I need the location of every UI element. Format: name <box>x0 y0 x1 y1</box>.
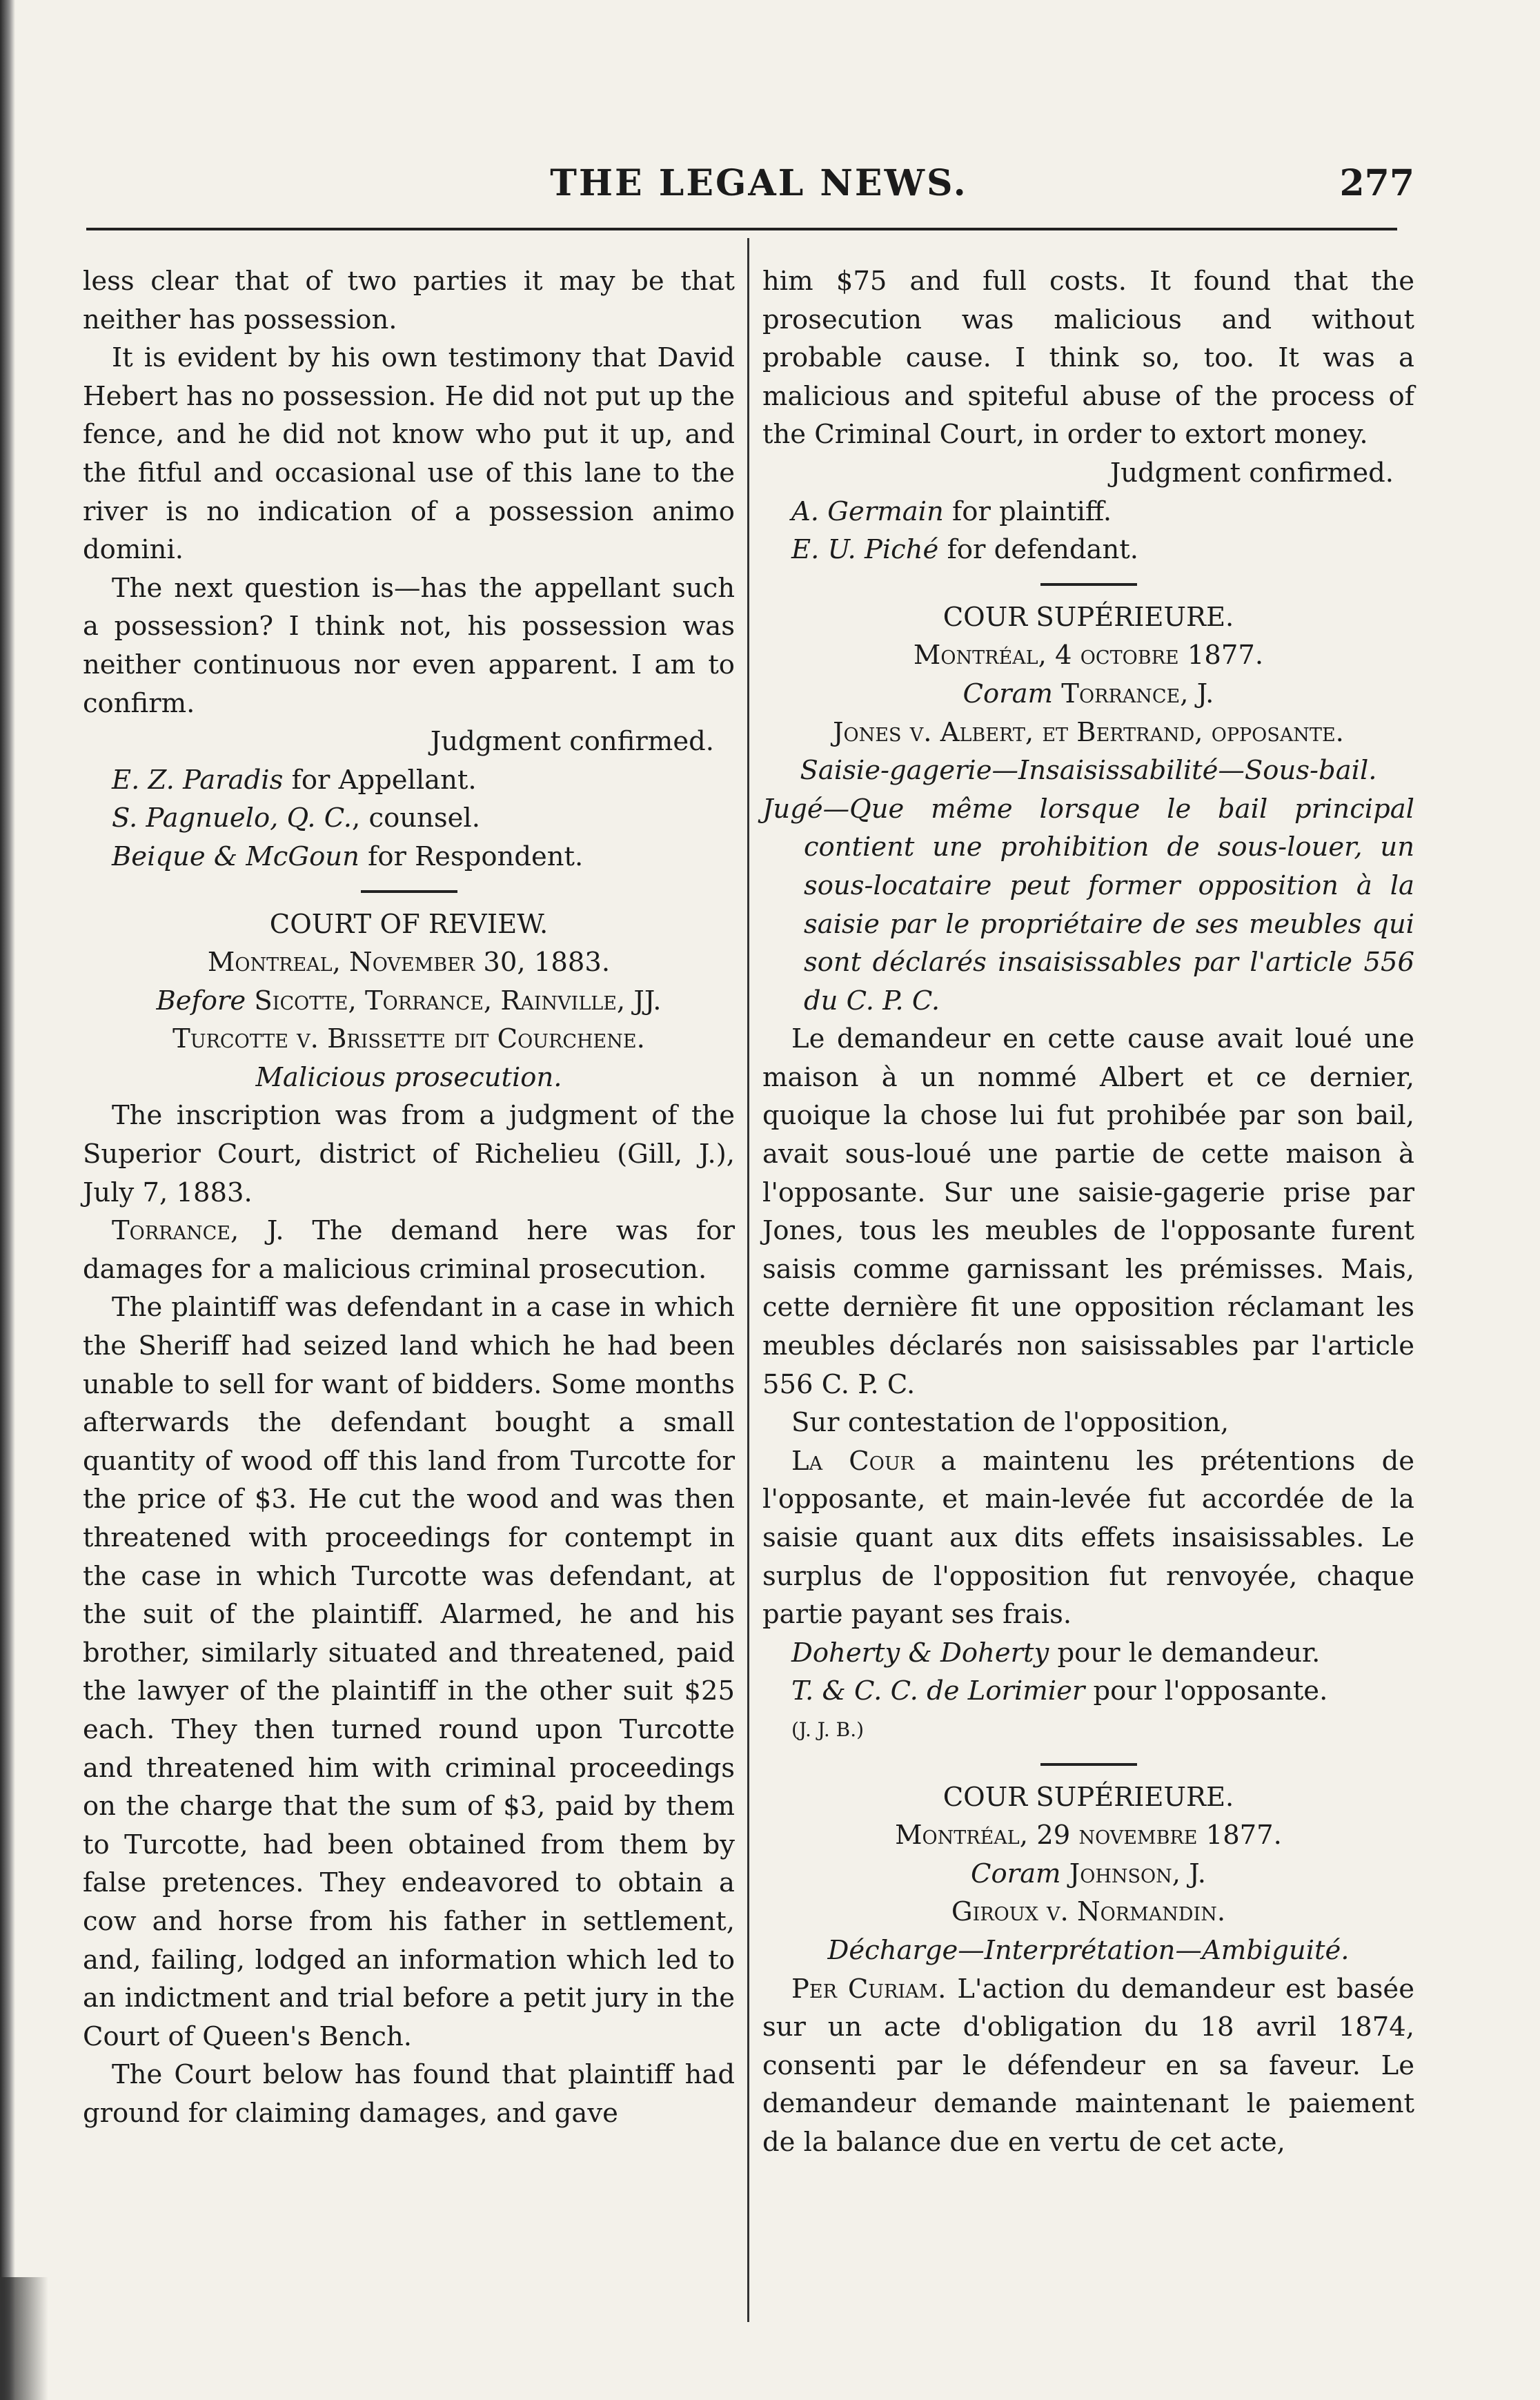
counsel-name: E. U. Piché <box>791 534 939 566</box>
coram-label: Coram <box>971 1858 1061 1889</box>
left-column <box>83 262 735 2133</box>
paragraph: The Court below has found that plaintiff had ground for claiming damages, and gave <box>83 2059 735 2129</box>
counsel-line <box>762 493 1414 531</box>
section-rule <box>1040 1763 1137 1766</box>
case-parties: Jones v. Albert, et Bertrand, opposante. <box>833 716 1344 748</box>
court-name: Per Curiam. <box>791 1973 947 2005</box>
counsel-name: A. Germain <box>791 495 944 527</box>
book-spine-shadow <box>0 0 15 2400</box>
right-column <box>762 262 1414 2162</box>
paragraph: Le demandeur en cette cause avait loué une maison à un nommé Albert et ce dernier, quoique la chose lui fut prohibée par son bail, avait sous-loué une partie de cette maison à l'opposante. Sur une saisie-gagerie prise par Jones, tous les meubles de l'opposante furent saisis comme garnissant les prémisses. Mais, cette dernière fit une opposition réclamant les meubles déclarés non saisissables par l'article 556 C. P. C. <box>762 1023 1414 1400</box>
counsel-role: pour le demandeur. <box>1049 1637 1321 1669</box>
case-subject <box>762 1931 1414 1970</box>
counsel-name: T. & C. C. de Lorimier <box>791 1675 1085 1707</box>
judges: Torrance, J. <box>1053 678 1214 709</box>
page-number: 277 <box>1339 162 1414 204</box>
before-label: Before <box>156 985 246 1016</box>
book-spine-shadow-bottom <box>0 2277 48 2400</box>
bench-line <box>762 1855 1414 1894</box>
coram-label: Coram <box>962 678 1054 709</box>
counsel-line <box>83 799 735 838</box>
page-header <box>83 155 1435 210</box>
bench-line <box>83 982 735 1021</box>
counsel-role: for defendant. <box>938 534 1139 566</box>
case-subject-text: Saisie-gagerie—Insaisissabilité—Sous-bail. <box>800 755 1377 787</box>
counsel-line <box>762 1634 1414 1673</box>
section-rule <box>361 890 457 893</box>
paragraph: less clear that of two parties it may be that neither has possession. <box>83 266 735 335</box>
paragraph: him $75 and full costs. It found that the prosecution was malicious and without probable cause. I think so, too. It was a malicious and spiteful abuse of the process of the Criminal Court, in order to extort money. <box>762 266 1414 451</box>
judgment-line: Judgment confirmed. <box>430 726 714 758</box>
court-heading: COUR SUPÉRIEURE. <box>942 1781 1234 1813</box>
case-parties: Giroux v. Normandin. <box>951 1896 1226 1928</box>
court-name: La Cour <box>791 1445 914 1477</box>
bench-line <box>762 675 1414 714</box>
counsel-role: pour l'opposante. <box>1085 1675 1328 1707</box>
case-subject <box>83 1059 735 1097</box>
paragraph: Sur contestation de l'opposition, <box>791 1407 1230 1439</box>
counsel-role: for plaintiff. <box>943 495 1112 527</box>
counsel-name: S. Pagnuelo, Q. C. <box>112 803 353 834</box>
judges: Sicotte, Torrance, Rainville, JJ. <box>246 985 662 1016</box>
paragraph: The plaintiff was defendant in a case in which the Sheriff had seized land which he had been unable to sell for want of bidders. Some months afterwards the defendant bought a small quantity of wood off this land from Turcotte for the price of $3. He cut the wood and was then threatened with proceedings for contempt in the case in which Turcotte was defendant, at the suit of the plaintiff. Alarmed, he and his brother, similarly situated and threatened, paid the lawyer of the plaintiff in the other suit $25 each. They then turned round upon Turcotte and threatened him with criminal proceedings on the charge that the sum of $3, paid by them to Turcotte, had been obtained from them by false pretences. They endeavored to obtain a cow and horse from his father in settlement, and, failing, lodged an information which led to an indictment and trial before a petit jury in the Court of Queen's Bench. <box>83 1292 735 2052</box>
paragraph-text: The demand here was for damages for a malicious criminal prosecution. <box>83 1215 736 1285</box>
section-rule <box>1040 583 1137 586</box>
judge-name: Torrance, J. <box>112 1215 284 1247</box>
case-date: Montréal, 4 octobre 1877. <box>913 640 1264 671</box>
counsel-line <box>83 761 735 800</box>
counsel-name: Doherty & Doherty <box>791 1637 1049 1669</box>
column-divider <box>747 238 749 2322</box>
paragraph: The inscription was from a judgment of the Superior Court, district of Richelieu (Gill, J.), July 7, 1883. <box>83 1100 735 1208</box>
paragraph-text: a maintenu les prétentions de l'opposante, et main-levée fut accordée de la saisie quant aux dits effets insaisissables. Le surplus de l'opposition fut renvoyée, chaque partie payant ses frais. <box>762 1445 1415 1631</box>
counsel-line <box>762 1672 1414 1711</box>
counsel-line <box>83 838 735 876</box>
case-subject <box>762 751 1414 790</box>
counsel-role: , counsel. <box>352 803 480 834</box>
counsel-role: for Appellant. <box>283 764 477 796</box>
headnote <box>762 790 1414 1021</box>
judges: Johnson, J. <box>1060 1858 1206 1889</box>
paragraph <box>83 1212 735 1288</box>
counsel-line <box>762 531 1414 569</box>
case-subject-text: Malicious prosecution. <box>255 1061 562 1093</box>
case-subject-text: Décharge—Interprétation—Ambiguité. <box>827 1934 1350 1966</box>
headnote-text: —Que même lorsque le bail principal contient une prohibition de sous-louer, un sous-locataire peut former opposition à la saisie par le propriétaire de ses meubles qui sont déclarés insaisissables par l'article 556 du C. P. C. <box>804 793 1414 1016</box>
juge-label: Jugé <box>762 793 823 825</box>
judgment-line: Judgment confirmed. <box>1109 457 1394 489</box>
court-heading: COURT OF REVIEW. <box>269 908 549 940</box>
case-date: Montreal, November 30, 1883. <box>207 947 611 978</box>
court-heading: COUR SUPÉRIEURE. <box>942 601 1234 633</box>
reporter-initials: (J. J. B.) <box>791 1718 865 1741</box>
running-title: THE LEGAL NEWS. <box>550 162 968 204</box>
header-rule <box>86 228 1397 230</box>
paragraph: It is evident by his own testimony that David Hebert has no possession. He did not put up the fence, and he did not know who put it up, and the fitful and occasional use of this lane to the river is no indication of a possession animo domini. <box>83 342 735 566</box>
counsel-role: for Respondent. <box>359 840 584 872</box>
counsel-name: E. Z. Paradis <box>112 764 284 796</box>
paragraph: The next question is—has the appellant such a possession? I think not, his possession was neither continuous nor even apparent. I am to confirm. <box>83 572 735 719</box>
paragraph <box>762 1442 1414 1634</box>
paragraph-text: L'action du demandeur est basée sur un acte d'obligation du 18 avril 1874, consenti par le défendeur en sa faveur. Le demandeur demande maintenant le paiement de la balance due en vertu de cet acte, <box>762 1973 1415 2158</box>
case-parties: Turcotte v. Brissette dit Courchene. <box>172 1023 645 1055</box>
case-date: Montréal, 29 novembre 1877. <box>895 1820 1282 1851</box>
counsel-name: Beique & McGoun <box>112 840 359 872</box>
paragraph <box>762 1970 1414 2162</box>
